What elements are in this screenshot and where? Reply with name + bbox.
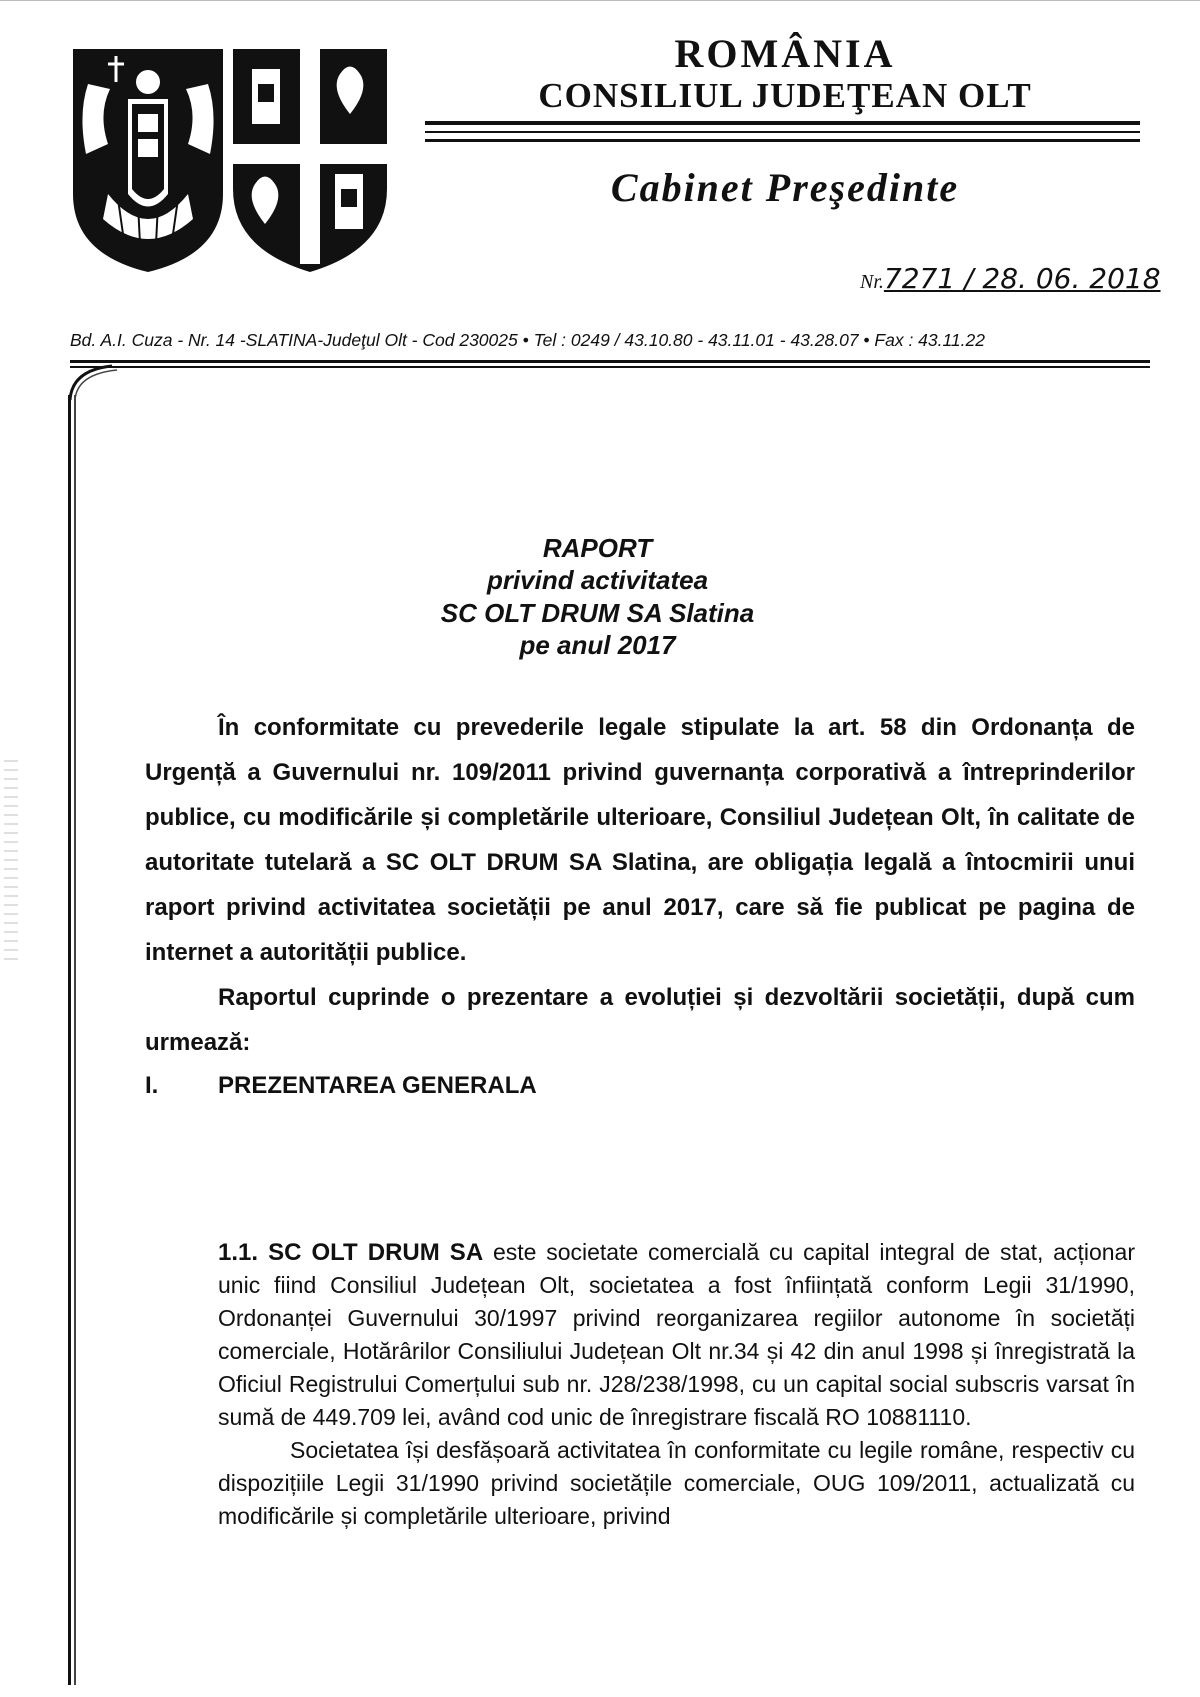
header-rule-thin-2 — [425, 139, 1140, 142]
left-margin-line-inner — [74, 395, 76, 1685]
coat-of-arms-logo — [68, 44, 228, 274]
section-paragraph-1-text: este societate comercială cu capital integral de stat, acționar unic fiind Consiliul Județean Olt, societatea a fost înființată conform Legii 31/1990, Ordonanței Guvernului 30/1997 privind reorganizarea regiilor autonome în societăți comerciale, Hotărârilor Consiliului Județean Olt nr.34 și 42 din anul 1998 și înregistrată la Oficiul Registrului Comerțului sub nr. J28/238/1998, cu un capital social subscris varsat în sumă de 449.709 lei, având cod unic de înregistrare fiscală RO 10881110. — [218, 1239, 1136, 1430]
report-title-line1: RAPORT — [542, 533, 653, 563]
registration-label: Nr. — [860, 271, 884, 293]
address-line: Bd. A.I. Cuza - Nr. 14 -SLATINA-Judeţul Olt - Cod 230025 • Tel : 0249 / 43.10.80 - 43.11.01 - 43.28.07 • Fax : 43.11.22 — [70, 330, 985, 350]
scan-edge-line — [0, 0, 1200, 1]
section-number: I. — [145, 1072, 159, 1099]
report-title-line4: pe anul 2017 — [519, 630, 676, 660]
section-paragraph-1 — [218, 1236, 1135, 1434]
country-heading: ROMÂNIA — [674, 31, 896, 76]
section-paragraph-2: Societatea își desfășoară activitatea în conformitate cu legile române, respectiv cu dispozițiile Legii 31/1990 privind societățile comerciale, OUG 109/2011, actualizată cu modificările și completările ulterioare, privind — [218, 1437, 1135, 1529]
intro-paragraph-1: În conformitate cu prevederile legale stipulate la art. 58 din Ordonanța de Urgență a Guvernului nr. 109/2011 privind guvernanța corporativă a întreprinderilor publice, cu modificările și completările ulterioare, Consiliul Județean Olt, în calitate de autoritate tutelară a SC OLT DRUM SA Slatina, are obligația legală a întocmirii unui raport privind activitatea societății pe anul 2017, care să fie publicat pe pagina de internet a autorității publice. — [145, 714, 1135, 966]
registration-value: 7271 / 28. 06. 2018 — [883, 262, 1161, 295]
county-shield-logo — [230, 44, 390, 274]
left-margin-curve — [62, 362, 122, 402]
report-title-line3: SC OLT DRUM SA Slatina — [440, 598, 755, 628]
address-rule-bottom — [70, 366, 1150, 368]
section-body — [218, 1236, 1135, 1533]
header-rule-thin-1 — [425, 131, 1140, 133]
section-paragraph-lead: 1.1. SC OLT DRUM SA — [218, 1239, 484, 1266]
left-margin-line — [68, 395, 71, 1685]
section-title: PREZENTAREA GENERALA — [218, 1072, 537, 1099]
registration-number — [860, 262, 1161, 296]
scan-speckle — [4, 760, 18, 960]
cabinet-heading: Cabinet Preşedinte — [610, 165, 960, 210]
intro-paragraph-2: Raportul cuprinde o prezentare a evoluției și dezvoltării societății, după cum urmează: — [145, 984, 1135, 1056]
council-heading: CONSILIUL JUDEŢEAN OLT — [538, 76, 1032, 115]
header-rule-thick — [425, 121, 1140, 125]
intro-section — [145, 705, 1135, 1065]
report-title-line2: privind activitatea — [486, 565, 709, 595]
address-rule-top — [70, 360, 1150, 363]
